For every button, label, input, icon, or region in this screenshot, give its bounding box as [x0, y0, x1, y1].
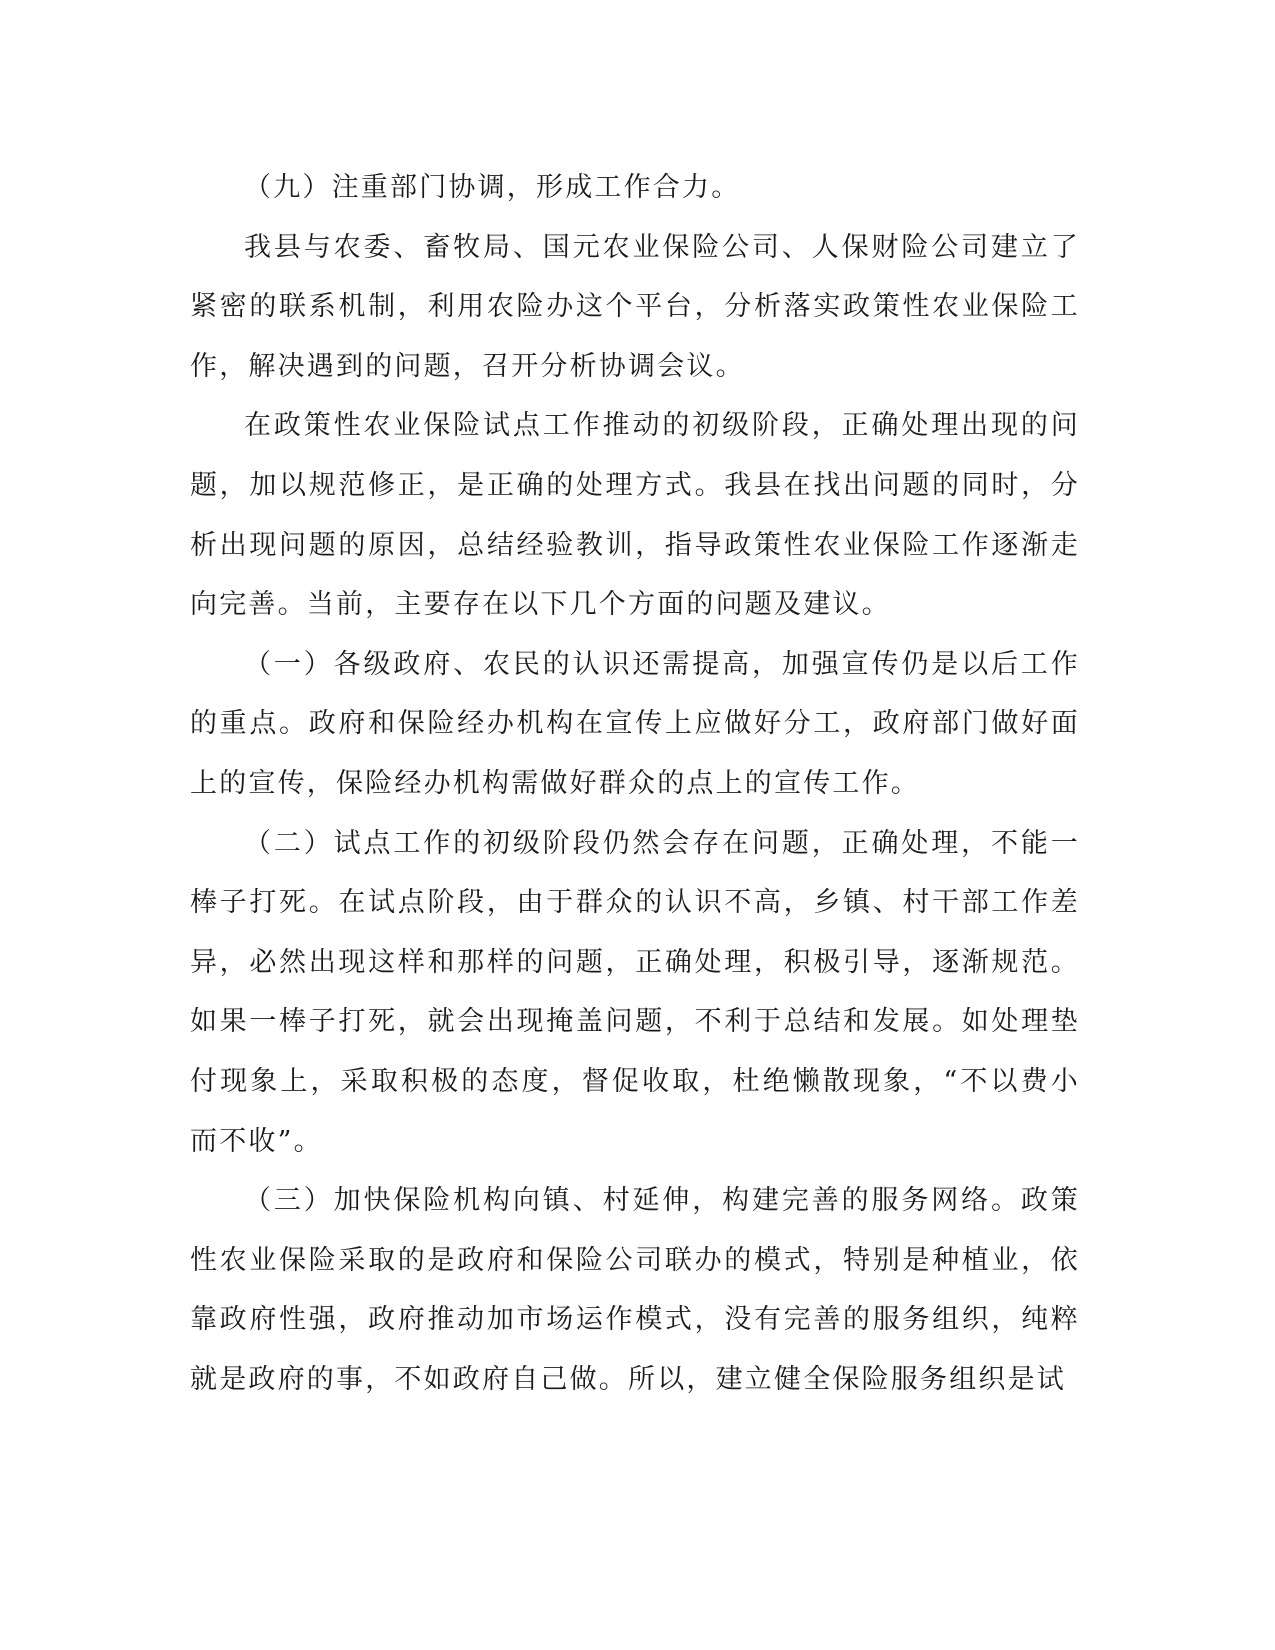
paragraph-coordination-mechanism: 我县与农委、畜牧局、国元农业保险公司、人保财险公司建立了紧密的联系机制，利用农险办这个平台，分析落实政策性农业保险工作，解决遇到的问题，召开分析协调会议。 — [190, 231, 1080, 382]
document-body — [190, 158, 1080, 1409]
paragraph-item-two-handling-problems: （二）试点工作的初级阶段仍然会存在问题，正确处理，不能一棒子打死。在试点阶段，由于群众的认识不高，乡镇、村干部工作差异，必然出现这样和那样的问题，正确处理，积极引导，逐渐规范。如果一棒子打死，就会出现掩盖问题，不利于总结和发展。如处理垫付现象上，采取积极的态度，督促收取，杜绝懒散现象，“不以费小而不收”。 — [190, 827, 1080, 1157]
paragraph-section-nine-heading: （九）注重部门协调，形成工作合力。 — [244, 172, 741, 203]
paragraph-item-one-publicity: （一）各级政府、农民的认识还需提高，加强宣传仍是以后工作的重点。政府和保险经办机构在宣传上应做好分工，政府部门做好面上的宣传，保险经办机构需做好群众的点上的宣传工作。 — [190, 648, 1080, 799]
paragraph-item-three-service-network: （三）加快保险机构向镇、村延伸，构建完善的服务网络。政策性农业保险采取的是政府和保险公司联办的模式，特别是种植业，依靠政府性强，政府推动加市场运作模式，没有完善的服务组织，纯粹就是政府的事，不如政府自己做。所以，建立健全保险服务组织是试 — [190, 1185, 1080, 1395]
paragraph-pilot-stage-issues: 在政策性农业保险试点工作推动的初级阶段，正确处理出现的问题，加以规范修正，是正确的处理方式。我县在找出问题的同时，分析出现问题的原因，总结经验教训，指导政策性农业保险工作逐渐走向完善。当前，主要存在以下几个方面的问题及建议。 — [190, 410, 1080, 621]
